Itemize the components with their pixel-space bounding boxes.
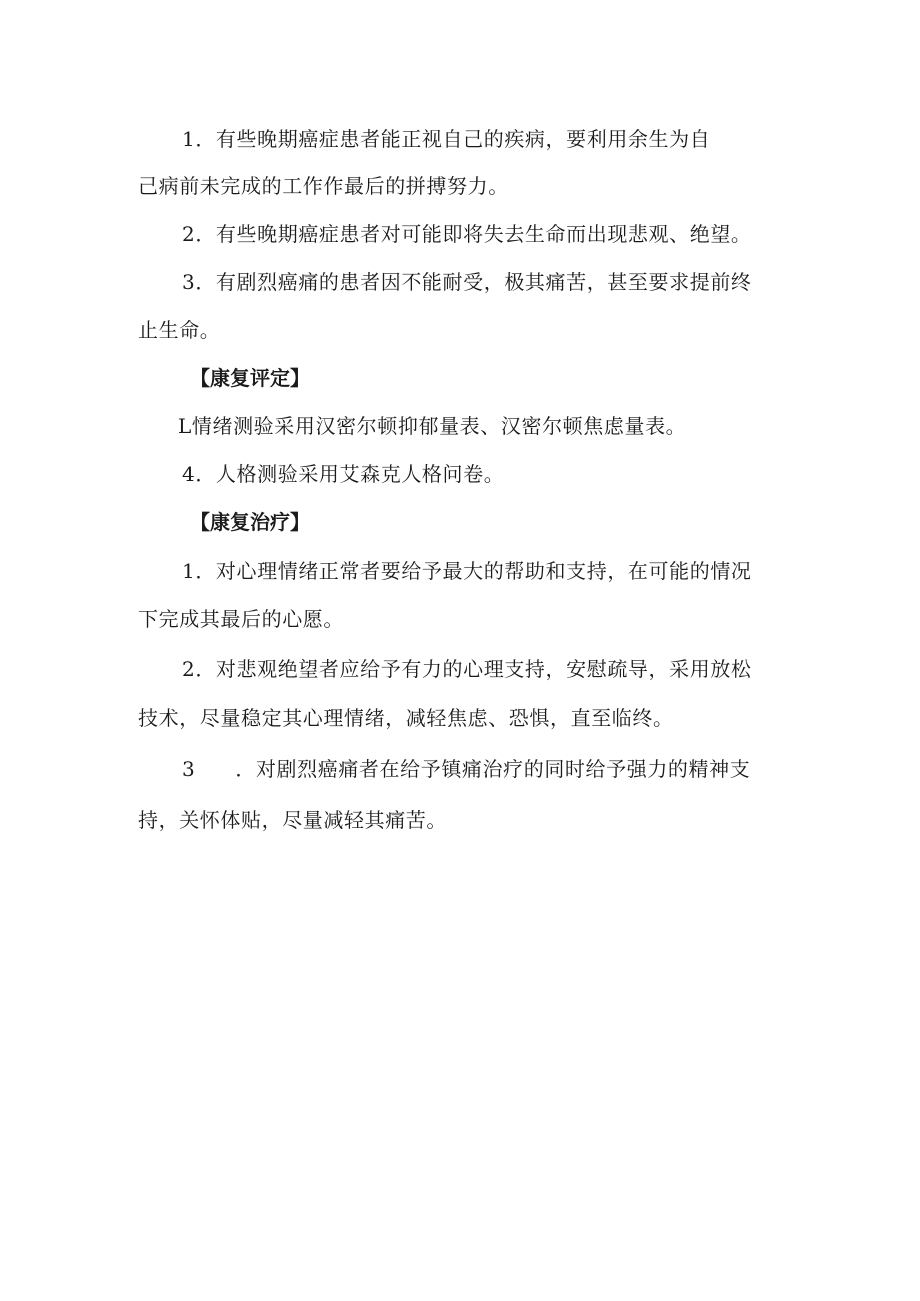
treatment-item-3-text: ．对剧烈癌痛者在给予镇痛治疗的同时给予强力的精神支	[235, 757, 751, 781]
intro-item-1-line-2: 己病前未完成的工作作最后的拼搏努力。	[138, 174, 509, 198]
treatment-heading: 【康复治疗】	[190, 510, 310, 534]
assessment-heading: 【康复评定】	[190, 366, 310, 390]
treatment-item-2-line-2: 技术，尽量稳定其心理情绪，减轻焦虑、恐惧，直至临终。	[138, 706, 674, 730]
assessment-item-1: L情绪测验采用汉密尔顿抑郁量表、汉密尔顿焦虑量表。	[178, 414, 687, 438]
treatment-item-1-line-1: 1．对心理情绪正常者要给予最大的帮助和支持，在可能的情况	[182, 559, 752, 583]
treatment-item-3-line-1	[182, 757, 750, 781]
treatment-item-1-line-2: 下完成其最后的心愿。	[138, 607, 344, 631]
intro-item-3-line-2: 止生命。	[138, 318, 221, 342]
assessment-item-2: 4．人格测验采用艾森克人格问卷。	[182, 462, 505, 486]
treatment-item-2-line-1: 2．对悲观绝望者应给予有力的心理支持，安慰疏导，采用放松	[182, 657, 752, 681]
treatment-item-3-line-2: 持，关怀体贴，尽量减轻其痛苦。	[138, 808, 447, 832]
intro-item-1-line-1: 1．有些晚期癌症患者能正视自己的疾病，要利用余生为自	[182, 127, 711, 151]
intro-item-3-line-1: 3．有剧烈癌痛的患者因不能耐受，极其痛苦，甚至要求提前终	[182, 270, 752, 294]
treatment-item-3-number: 3	[182, 757, 196, 781]
intro-item-2-line-1: 2．有些晚期癌症患者对可能即将失去生命而出现悲观、绝望。	[182, 222, 752, 246]
